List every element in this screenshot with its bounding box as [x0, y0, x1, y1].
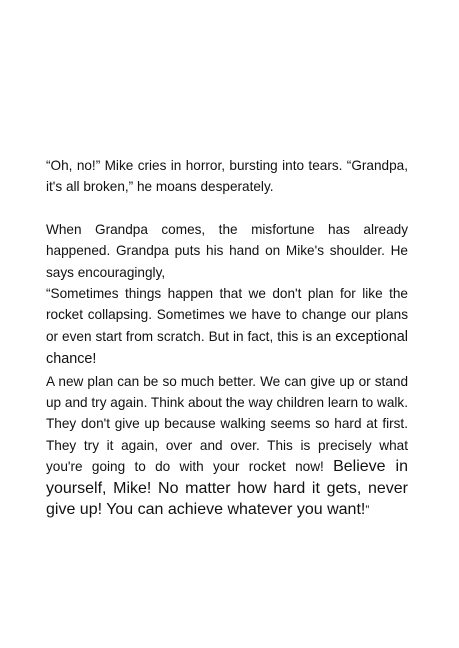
story-text [46, 155, 408, 522]
paragraph-grandpa-comes: When Grandpa comes, the misfortune has already happened. Grandpa puts his hand on Mike's shoulder. He says encouragingly, [46, 221, 408, 280]
closing-quote: ” [365, 503, 370, 518]
paragraph-new-plan [46, 371, 408, 522]
paragraph-spacer [46, 198, 408, 219]
exceptional-chance-emphasis: exceptional chance! [46, 328, 408, 368]
paragraph-mike-cries: “Oh, no!” Mike cries in horror, bursting into tears. “Grandpa, it's all broken,” he moans desperately. [46, 158, 408, 195]
speech-text: “Sometimes things happen that we don't plan for like the rocket collapsing. Sometimes we have to change our plans or even start from scratch. But in fact, this is an [46, 286, 408, 344]
new-plan-text: A new plan can be so much better. We can give up or stand up and try again. Think about the way children learn to walk. They don't give up because walking seems so hard at first. They try it again, over and over. This is precisely what you're going to do with your rocket now! [46, 373, 408, 475]
believe-in-yourself-emphasis: Believe in yourself, Mike! No matter how hard it gets, never give up! You can achieve whatever you want! [46, 458, 408, 519]
paragraph-grandpa-speech [46, 283, 408, 371]
